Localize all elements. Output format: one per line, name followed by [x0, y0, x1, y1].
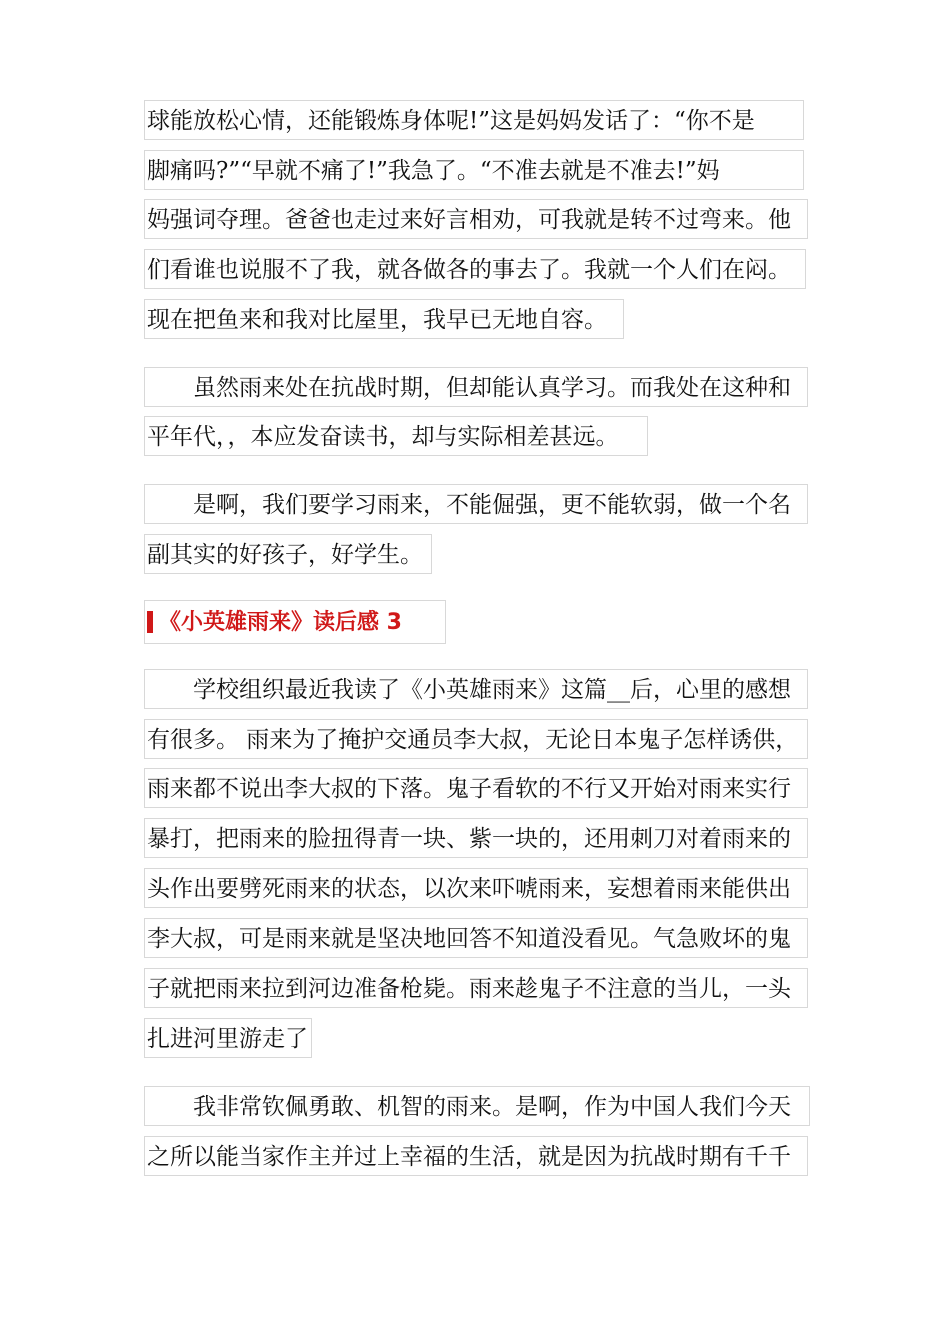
paragraph-4-line-6: 李大叔，可是雨来就是坚决地回答不知道没看见。气急败坏的鬼 [144, 918, 808, 958]
paragraph-4-line-2: 有很多。 雨来为了掩护交通员李大叔，无论日本鬼子怎样诱供， [144, 719, 808, 759]
paragraph-5-line-1: 我非常钦佩勇敢、机智的雨来。是啊，作为中国人我们今天 [144, 1086, 810, 1126]
paragraph-4-line-5: 头作出要劈死雨来的状态，以次来吓唬雨来，妄想着雨来能供出 [144, 868, 808, 908]
paragraph-2-line-1: 虽然雨来处在抗战时期，但却能认真学习。而我处在这种和 [144, 367, 808, 407]
paragraph-3-line-2: 副其实的好孩子，好学生。 [144, 534, 432, 574]
paragraph-4-line-8: 扎进河里游走了 [144, 1018, 312, 1058]
paragraph-3-line-1: 是啊，我们要学习雨来，不能倔强，更不能软弱，做一个名 [144, 484, 808, 524]
paragraph-2-line-2: 平年代，，本应发奋读书，却与实际相差甚远。 [144, 416, 648, 456]
paragraph-4-line-7: 子就把雨来拉到河边准备枪毙。雨来趁鬼子不注意的当儿，一头 [144, 968, 808, 1008]
section-heading [144, 600, 446, 644]
heading-marker-icon [147, 611, 153, 633]
paragraph-4-line-3: 雨来都不说出李大叔的下落。鬼子看软的不行又开始对雨来实行 [144, 768, 808, 808]
paragraph-1-line-4: 们看谁也说服不了我，就各做各的事去了。我就一个人们在闷。 [144, 249, 806, 289]
paragraph-4-line-4: 暴打，把雨来的脸扭得青一块、紫一块的，还用刺刀对着雨来的 [144, 818, 808, 858]
paragraph-5-line-2: 之所以能当家作主并过上幸福的生活，就是因为抗战时期有千千 [144, 1136, 808, 1176]
paragraph-1-line-5: 现在把鱼来和我对比屋里，我早已无地自容。 [144, 299, 624, 339]
paragraph-1-line-2: 脚痛吗?”“早就不痛了!”我急了。“不准去就是不准去!”妈 [144, 150, 804, 190]
paragraph-1-line-3: 妈强词夺理。爸爸也走过来好言相劝，可我就是转不过弯来。他 [144, 199, 808, 239]
paragraph-4-line-1: 学校组织最近我读了《小英雄雨来》这篇__后，心里的感想 [144, 669, 808, 709]
paragraph-1-line-1: 球能放松心情，还能锻炼身体呢!”这是妈妈发话了：“你不是 [144, 100, 804, 140]
section-heading-text: 《小英雄雨来》读后感 3 [159, 610, 402, 635]
